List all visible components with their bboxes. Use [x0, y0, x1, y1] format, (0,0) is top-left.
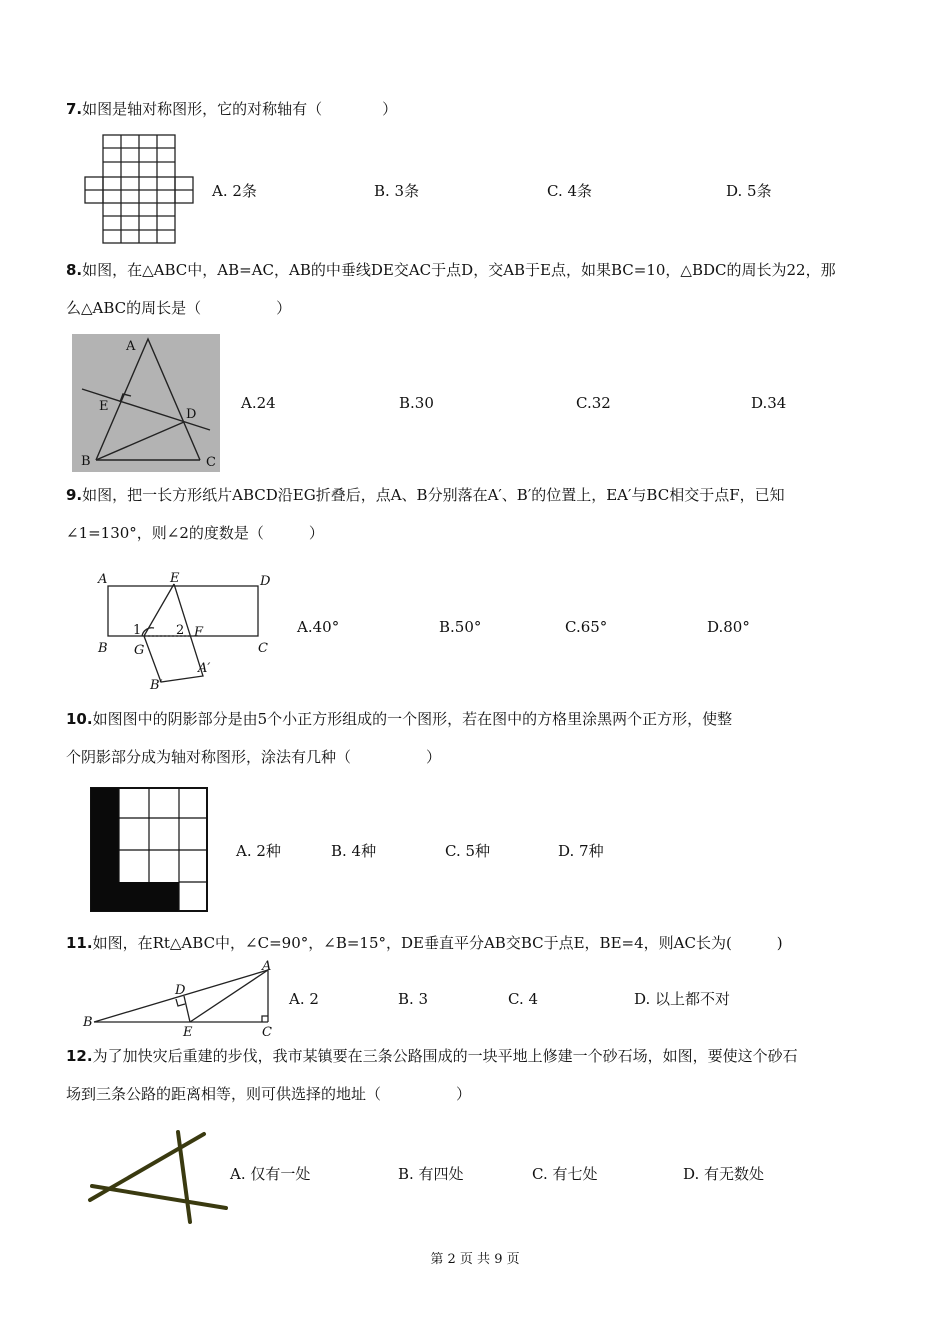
- option-d[interactable]: D. 7种: [558, 842, 604, 860]
- page-footer: 第 2 页 共 9 页: [430, 1252, 520, 1267]
- option-d[interactable]: D. 5条: [726, 182, 772, 200]
- label-a: A: [98, 572, 108, 587]
- option-b[interactable]: B. 3: [398, 990, 429, 1008]
- question-8-line1: [66, 260, 836, 280]
- label-f: F: [194, 625, 204, 640]
- question-10-line2: 个阴影部分成为轴对称图形，涂法有几种（ ）: [66, 748, 442, 766]
- folded-rectangle-figure: [94, 568, 280, 692]
- question-12-line2: 场到三条公路的距离相等，则可供选择的地址（ ）: [66, 1085, 472, 1103]
- label-a: A: [262, 959, 272, 974]
- question-10-line1: [66, 709, 732, 729]
- question-text: 如图，在Rt△ABC中，∠C=90°，∠B=15°，DE垂直平分AB交BC于点E，BE=4，则AC长为( ): [92, 934, 783, 952]
- option-b[interactable]: B.30: [399, 394, 434, 412]
- option-a[interactable]: A. 仅有一处: [230, 1165, 311, 1183]
- label-a: A: [126, 339, 136, 354]
- option-d[interactable]: D.80°: [707, 618, 750, 636]
- option-a[interactable]: A. 2种: [236, 842, 281, 860]
- label-b: B: [83, 1015, 93, 1030]
- label-angle-2: 2: [176, 623, 185, 638]
- question-9-line1: [66, 485, 785, 505]
- option-d[interactable]: D.34: [751, 394, 787, 412]
- option-b[interactable]: B. 3条: [374, 182, 420, 200]
- label-c: C: [258, 641, 268, 656]
- option-c[interactable]: C. 5种: [445, 842, 491, 860]
- question-7: [66, 99, 397, 119]
- option-b[interactable]: B.50°: [439, 618, 482, 636]
- question-9-line2: ∠1=130°，则∠2的度数是（ ）: [66, 524, 324, 542]
- three-roads-figure: [86, 1128, 232, 1228]
- option-a[interactable]: A. 2条: [212, 182, 257, 200]
- question-number: 7.: [66, 100, 83, 118]
- shaded-grid-figure: [90, 787, 210, 913]
- option-c[interactable]: C.65°: [565, 618, 608, 636]
- label-d: D: [186, 407, 197, 422]
- label-e: E: [170, 571, 180, 586]
- label-d: D: [260, 574, 271, 589]
- option-a[interactable]: A.24: [241, 394, 276, 412]
- question-12-line1: [66, 1046, 798, 1066]
- label-angle-1: 1: [133, 623, 142, 638]
- label-a-prime: A′: [198, 661, 211, 676]
- label-e: E: [99, 399, 109, 414]
- label-d: D: [175, 983, 186, 998]
- question-text: 如图是轴对称图形，它的对称轴有（ ）: [82, 100, 398, 118]
- label-b: B: [81, 454, 91, 469]
- question-number: 11.: [66, 934, 93, 952]
- label-e: E: [183, 1025, 193, 1040]
- cross-grid-figure: [84, 134, 196, 246]
- question-text: 如图，把一长方形纸片ABCD沿EG折叠后，点A、B分别落在A′、B′的位置上，EA′与BC相交于点F，已知: [82, 486, 785, 504]
- question-text: 如图图中的阴影部分是由5个小正方形组成的一个图形，若在图中的方格里涂黑两个正方形，使整: [92, 710, 733, 728]
- label-c: C: [206, 455, 216, 470]
- question-8-line2: 么△ABC的周长是（ ）: [66, 299, 292, 317]
- question-number: 12.: [66, 1047, 93, 1065]
- option-c[interactable]: C. 4条: [547, 182, 593, 200]
- label-b-prime: B′: [150, 678, 163, 692]
- question-text: 如图，在△ABC中，AB=AC，AB的中垂线DE交AC于点D，交AB于E点，如果BC=10，△BDC的周长为22，那: [82, 261, 836, 279]
- label-g: G: [134, 643, 145, 658]
- question-number: 9.: [66, 486, 83, 504]
- question-11: [66, 933, 783, 953]
- option-c[interactable]: C. 4: [508, 990, 539, 1008]
- option-a[interactable]: A.40°: [297, 618, 340, 636]
- triangle-perpendicular-bisector-figure: [72, 334, 220, 472]
- option-b[interactable]: B. 有四处: [398, 1165, 464, 1183]
- question-text: 为了加快灾后重建的步伐，我市某镇要在三条公路围成的一块平地上修建一个砂石场，如图，要使这个砂石: [92, 1047, 798, 1065]
- question-number: 10.: [66, 710, 93, 728]
- right-triangle-figure: [82, 958, 282, 1040]
- question-number: 8.: [66, 261, 83, 279]
- option-c[interactable]: C. 有七处: [532, 1165, 598, 1183]
- option-b[interactable]: B. 4种: [331, 842, 377, 860]
- option-d[interactable]: D. 有无数处: [683, 1165, 765, 1183]
- option-d[interactable]: D. 以上都不对: [634, 990, 731, 1008]
- label-c: C: [262, 1025, 272, 1040]
- option-a[interactable]: A. 2: [289, 990, 319, 1008]
- option-c[interactable]: C.32: [576, 394, 611, 412]
- label-b: B: [98, 641, 108, 656]
